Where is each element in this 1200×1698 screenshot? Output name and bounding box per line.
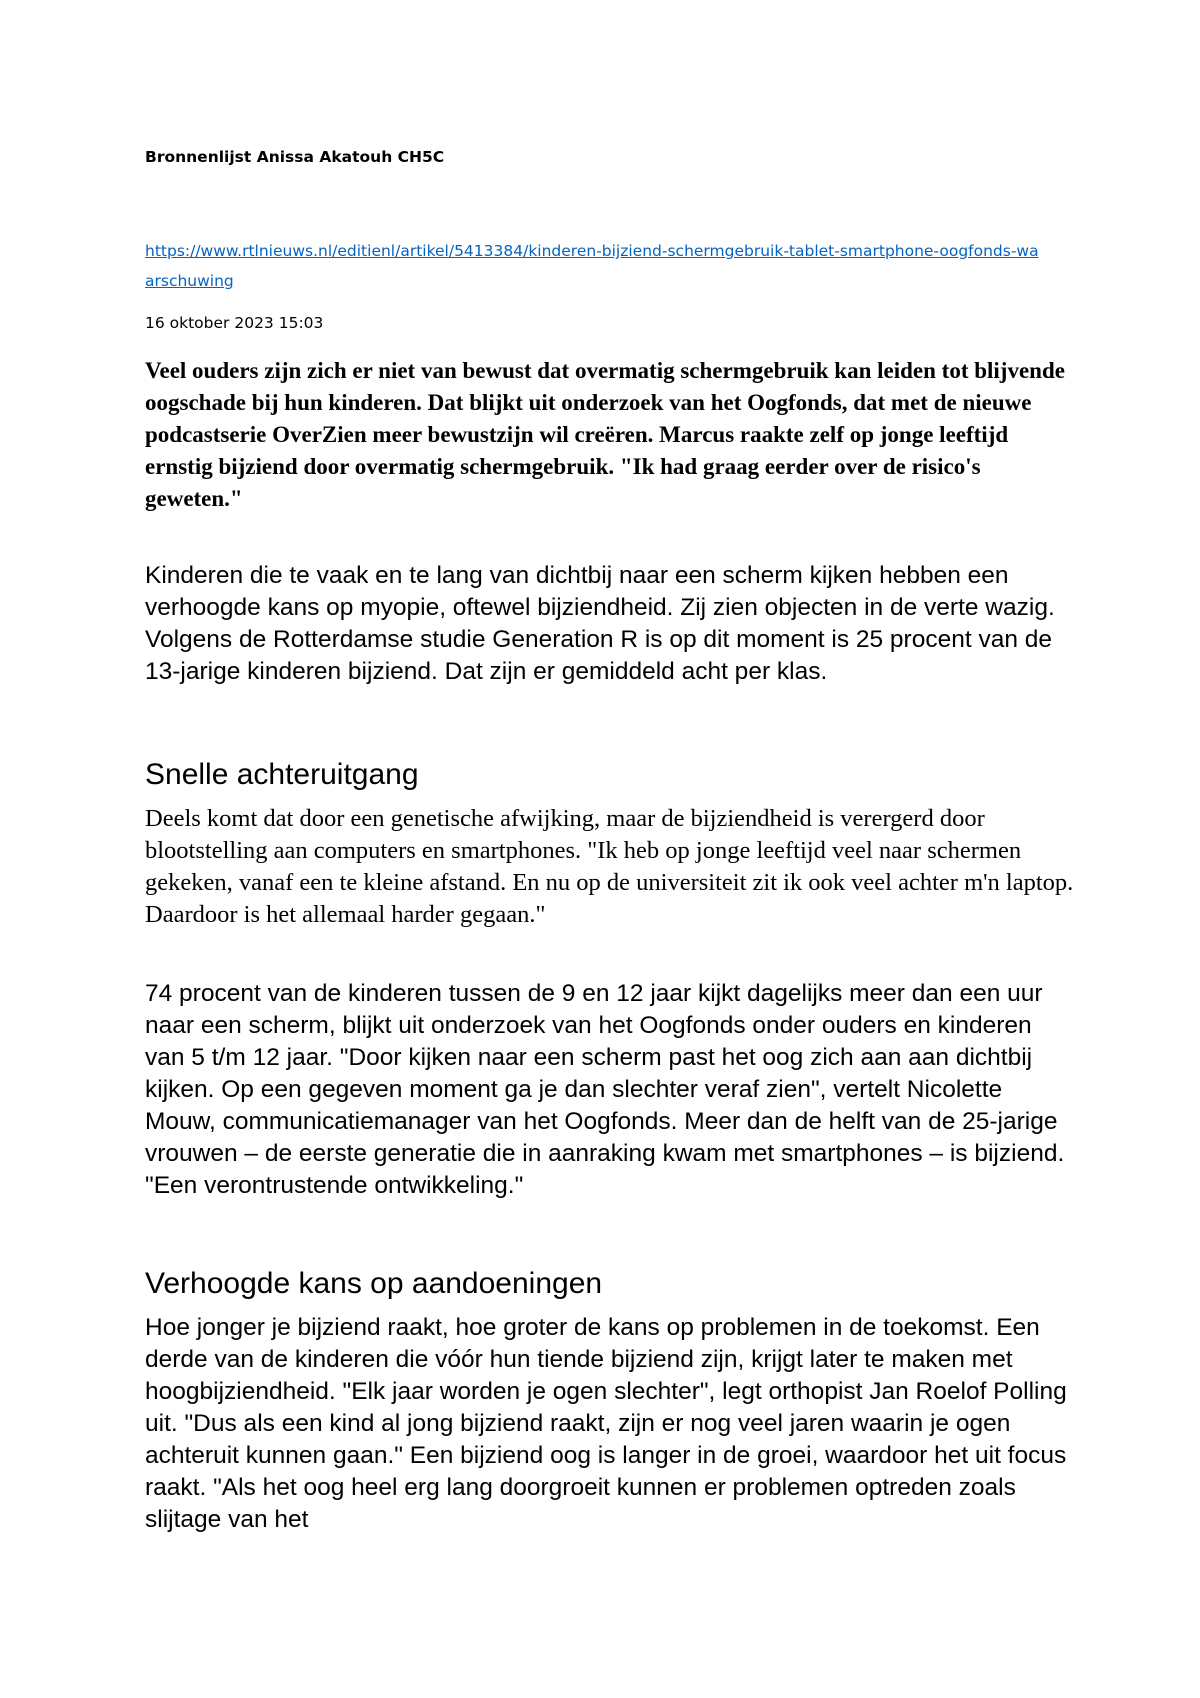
article-lead: Veel ouders zijn zich er niet van bewust dat overmatig schermgebruik kan leiden tot blijvende oogschade bij hun kinderen. Dat blijkt uit onderzoek van het Oogfonds, dat met de nieuwe podcastserie OverZien meer bewustzijn wil creëren. Marcus raakte zelf op jonge leeftijd ernstig bijziend door overmatig schermgebruik. "Ik had graag eerder over de risico's geweten." (145, 358, 1065, 511)
paragraph-3: 74 procent van de kinderen tussen de 9 en 12 jaar kijkt dagelijks meer dan een uur naar een scherm, blijkt uit onderzoek van het Oogfonds onder ouders en kinderen van 5 t/m 12 jaar. "Door kijken naar een scherm past het oog zich aan aan dichtbij kijken. Op een gegeven moment ga je dan slechter veraf zien", vertelt Nicolette Mouw, communicatiemanager van het Oogfonds. Meer dan de helft van de 25-jarige vrouwen – de eerste generatie die in aanraking kwam met smartphones – is bijziend. "Een verontrustende ontwikkeling." (145, 980, 1065, 1199)
heading-verhoogde-kans: Verhoogde kans op aandoeningen (145, 1267, 603, 1300)
paragraph-1: Kinderen die te vaak en te lang van dichtbij naar een scherm kijken hebben een verhoogde kans op myopie, oftewel bijziendheid. Zij zien objecten in de verte wazig. Volgens de Rotterdamse studie Generation R is op dit moment is 25 procent van de 13-jarige kinderen bijziend. Dat zijn er gemiddeld acht per klas. (145, 562, 1055, 685)
paragraph-4: Hoe jonger je bijziend raakt, hoe groter de kans op problemen in de toekomst. Een derde van de kinderen die vóór hun tiende bijziend zijn, krijgt later te maken met hoogbijziendheid. "Elk jaar worden je ogen slechter", legt orthopist Jan Roelof Polling uit. "Dus als een kind al jong bijziend raakt, zijn er nog veel jaren waarin je ogen achteruit kunnen gaan." Een bijziend oog is langer in de groei, waardoor het uit focus raakt. "Als het oog heel erg lang doorgroeit kunnen er problemen optreden zoals slijtage van het (145, 1314, 1067, 1533)
heading-snelle-achteruitgang: Snelle achteruitgang (145, 758, 419, 791)
source-link[interactable]: https://www.rtlnieuws.nl/editienl/artikel/5413384/kinderen-bijziend-schermgebruik-tablet-smartphone-oogfonds-waarschuwing (145, 242, 1039, 290)
article-date: 16 oktober 2023 15:03 (145, 314, 324, 332)
document-title: Bronnenlijst Anissa Akatouh CH5C (145, 148, 445, 166)
paragraph-2: Deels komt dat door een genetische afwijking, maar de bijziendheid is verergerd door blootstelling aan computers en smartphones. "Ik heb op jonge leeftijd veel naar schermen gekeken, vanaf een te kleine afstand. En nu op de universiteit zit ik ook veel achter m'n laptop. Daardoor is het allemaal harder gegaan." (145, 805, 1074, 928)
